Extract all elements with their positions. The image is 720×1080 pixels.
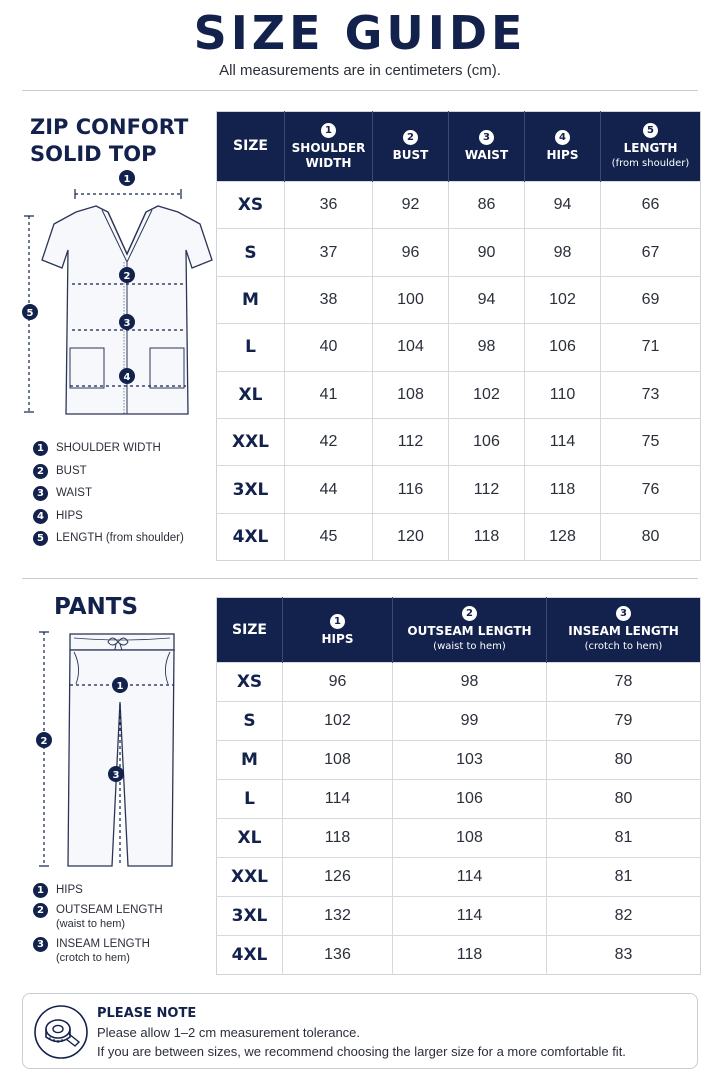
number-badge: 4	[33, 509, 48, 524]
value-cell: 106	[525, 324, 601, 371]
size-cell: M	[217, 741, 283, 780]
top-legend	[33, 441, 184, 554]
value-cell: 96	[373, 229, 449, 276]
column-label: INSEAM LENGTH	[568, 624, 679, 638]
size-cell: L	[217, 780, 283, 819]
table-row	[217, 466, 701, 513]
table-row	[217, 663, 701, 702]
table-header-row	[217, 598, 701, 663]
legend-item	[33, 464, 184, 487]
number-badge: 1	[33, 883, 48, 898]
size-cell: XS	[217, 663, 283, 702]
value-cell: 41	[285, 371, 373, 418]
number-badge: 5	[33, 531, 48, 546]
value-cell: 80	[547, 741, 701, 780]
top-title-line1: ZIP CONFORT	[30, 115, 189, 139]
number-badge: 3	[479, 130, 494, 145]
svg-text:1: 1	[116, 681, 124, 692]
value-cell: 82	[547, 897, 701, 936]
number-badge: 3	[33, 937, 48, 952]
column-header	[547, 598, 701, 663]
number-badge: 4	[555, 130, 570, 145]
column-label: SHOULDER WIDTH	[291, 140, 366, 170]
legend-label: WAIST	[56, 487, 92, 499]
legend-label: LENGTH (from shoulder)	[56, 532, 184, 544]
top-section-title	[30, 114, 188, 168]
size-cell: 4XL	[217, 513, 285, 560]
table-header-row	[217, 112, 701, 182]
column-label: BUST	[392, 148, 429, 162]
size-cell: S	[217, 229, 285, 276]
value-cell: 100	[373, 276, 449, 323]
column-sublabel: (crotch to hem)	[584, 641, 663, 652]
size-cell: 3XL	[217, 897, 283, 936]
table-row	[217, 513, 701, 560]
value-cell: 102	[283, 702, 393, 741]
column-label: LENGTH	[623, 140, 678, 155]
value-cell: 96	[283, 663, 393, 702]
column-header	[449, 112, 525, 182]
column-sublabel: (from shoulder)	[611, 157, 690, 169]
value-cell: 110	[525, 371, 601, 418]
pants-size-table	[216, 597, 701, 975]
note-line-2: If you are between sizes, we recommend choosing the larger size for a more comfortable fit.	[97, 1044, 626, 1059]
legend-label: HIPS	[56, 884, 83, 896]
value-cell: 81	[547, 858, 701, 897]
value-cell: 66	[601, 182, 701, 229]
legend-item	[33, 883, 163, 903]
top-garment-illustration	[18, 164, 218, 424]
legend-label: INSEAM LENGTH	[56, 938, 150, 950]
value-cell: 114	[525, 418, 601, 465]
number-badge: 3	[33, 486, 48, 501]
legend-label: HIPS	[56, 509, 83, 522]
pants-illustration	[30, 628, 190, 873]
column-header	[525, 112, 601, 182]
svg-text:2: 2	[123, 271, 131, 282]
value-cell: 102	[525, 276, 601, 323]
value-cell: 98	[393, 663, 547, 702]
value-cell: 94	[525, 182, 601, 229]
value-cell: 92	[373, 182, 449, 229]
number-badge: 2	[33, 903, 48, 918]
column-header	[285, 112, 373, 182]
number-badge: 3	[616, 606, 631, 621]
svg-text:3: 3	[123, 318, 131, 329]
size-cell: L	[217, 324, 285, 371]
pants-section-title: PANTS	[54, 594, 139, 620]
value-cell: 114	[283, 780, 393, 819]
svg-text:2: 2	[40, 736, 48, 747]
size-cell: 3XL	[217, 466, 285, 513]
svg-text:3: 3	[112, 770, 120, 781]
value-cell: 102	[449, 371, 525, 418]
value-cell: 80	[601, 513, 701, 560]
value-cell: 42	[285, 418, 373, 465]
value-cell: 136	[283, 936, 393, 975]
top-title-line2: SOLID TOP	[30, 142, 157, 166]
number-badge: 1	[33, 441, 48, 456]
column-label: WAIST	[464, 148, 509, 162]
value-cell: 106	[449, 418, 525, 465]
value-cell: 120	[373, 513, 449, 560]
top-table-body	[217, 182, 701, 561]
page-subtitle: All measurements are in centimeters (cm).	[219, 62, 501, 79]
value-cell: 132	[283, 897, 393, 936]
column-header	[283, 598, 393, 663]
table-row	[217, 858, 701, 897]
measuring-tape-icon	[33, 1004, 89, 1060]
value-cell: 103	[393, 741, 547, 780]
value-cell: 104	[373, 324, 449, 371]
table-row	[217, 182, 701, 229]
legend-item	[33, 937, 163, 971]
table-row	[217, 371, 701, 418]
table-row	[217, 702, 701, 741]
table-row	[217, 780, 701, 819]
number-badge: 1	[321, 123, 336, 138]
number-badge: 2	[462, 606, 477, 621]
value-cell: 106	[393, 780, 547, 819]
size-cell: M	[217, 276, 285, 323]
value-cell: 114	[393, 897, 547, 936]
number-badge: 2	[33, 464, 48, 479]
value-cell: 44	[285, 466, 373, 513]
table-row	[217, 276, 701, 323]
size-column-header: SIZE	[217, 112, 285, 182]
value-cell: 45	[285, 513, 373, 560]
legend-sublabel: (crotch to hem)	[56, 952, 130, 964]
legend-label: SHOULDER WIDTH	[56, 442, 161, 454]
value-cell: 108	[373, 371, 449, 418]
table-row	[217, 897, 701, 936]
value-cell: 112	[373, 418, 449, 465]
size-cell: XXL	[217, 418, 285, 465]
table-row	[217, 229, 701, 276]
value-cell: 76	[601, 466, 701, 513]
value-cell: 38	[285, 276, 373, 323]
value-cell: 94	[449, 276, 525, 323]
value-cell: 118	[393, 936, 547, 975]
size-cell: 4XL	[217, 936, 283, 975]
number-badge: 5	[643, 123, 658, 138]
legend-item	[33, 441, 184, 464]
size-cell: XL	[217, 819, 283, 858]
top-size-table	[216, 111, 701, 561]
value-cell: 112	[449, 466, 525, 513]
value-cell: 36	[285, 182, 373, 229]
value-cell: 108	[393, 819, 547, 858]
value-cell: 80	[547, 780, 701, 819]
value-cell: 40	[285, 324, 373, 371]
divider	[22, 578, 698, 579]
value-cell: 118	[525, 466, 601, 513]
column-sublabel: (waist to hem)	[433, 641, 506, 652]
column-header	[393, 598, 547, 663]
column-header	[373, 112, 449, 182]
value-cell: 118	[449, 513, 525, 560]
legend-item	[33, 486, 184, 509]
page-title: SIZE GUIDE	[193, 6, 527, 60]
size-cell: S	[217, 702, 283, 741]
pants-table-body	[217, 663, 701, 975]
svg-text:5: 5	[26, 308, 34, 319]
size-column-header: SIZE	[217, 598, 283, 663]
number-badge: 1	[330, 614, 345, 629]
value-cell: 98	[449, 324, 525, 371]
size-cell: XL	[217, 371, 285, 418]
value-cell: 69	[601, 276, 701, 323]
note-box	[22, 993, 698, 1069]
column-header	[601, 112, 701, 182]
value-cell: 75	[601, 418, 701, 465]
note-line-1: Please allow 1–2 cm measurement tolerance.	[97, 1025, 361, 1040]
column-label: HIPS	[321, 631, 354, 646]
table-row	[217, 819, 701, 858]
pants-legend	[33, 883, 163, 971]
legend-sublabel: (waist to hem)	[56, 918, 126, 930]
value-cell: 73	[601, 371, 701, 418]
value-cell: 128	[525, 513, 601, 560]
value-cell: 81	[547, 819, 701, 858]
svg-text:4: 4	[123, 372, 131, 383]
legend-item	[33, 903, 163, 937]
legend-item	[33, 509, 184, 532]
size-cell: XS	[217, 182, 285, 229]
column-label: HIPS	[546, 148, 579, 162]
value-cell: 83	[547, 936, 701, 975]
size-cell: XXL	[217, 858, 283, 897]
value-cell: 108	[283, 741, 393, 780]
legend-label: OUTSEAM LENGTH	[56, 904, 163, 916]
value-cell: 99	[393, 702, 547, 741]
table-row	[217, 741, 701, 780]
number-badge: 2	[403, 130, 418, 145]
svg-text:1: 1	[123, 174, 131, 185]
value-cell: 116	[373, 466, 449, 513]
legend-item	[33, 531, 184, 554]
value-cell: 126	[283, 858, 393, 897]
value-cell: 71	[601, 324, 701, 371]
legend-label: BUST	[56, 464, 87, 477]
value-cell: 86	[449, 182, 525, 229]
value-cell: 118	[283, 819, 393, 858]
value-cell: 79	[547, 702, 701, 741]
value-cell: 114	[393, 858, 547, 897]
value-cell: 37	[285, 229, 373, 276]
table-row	[217, 324, 701, 371]
value-cell: 67	[601, 229, 701, 276]
note-title: PLEASE NOTE	[97, 1006, 197, 1021]
column-label: OUTSEAM LENGTH	[407, 624, 532, 638]
value-cell: 78	[547, 663, 701, 702]
divider	[22, 90, 698, 91]
table-row	[217, 936, 701, 975]
value-cell: 90	[449, 229, 525, 276]
table-row	[217, 418, 701, 465]
value-cell: 98	[525, 229, 601, 276]
